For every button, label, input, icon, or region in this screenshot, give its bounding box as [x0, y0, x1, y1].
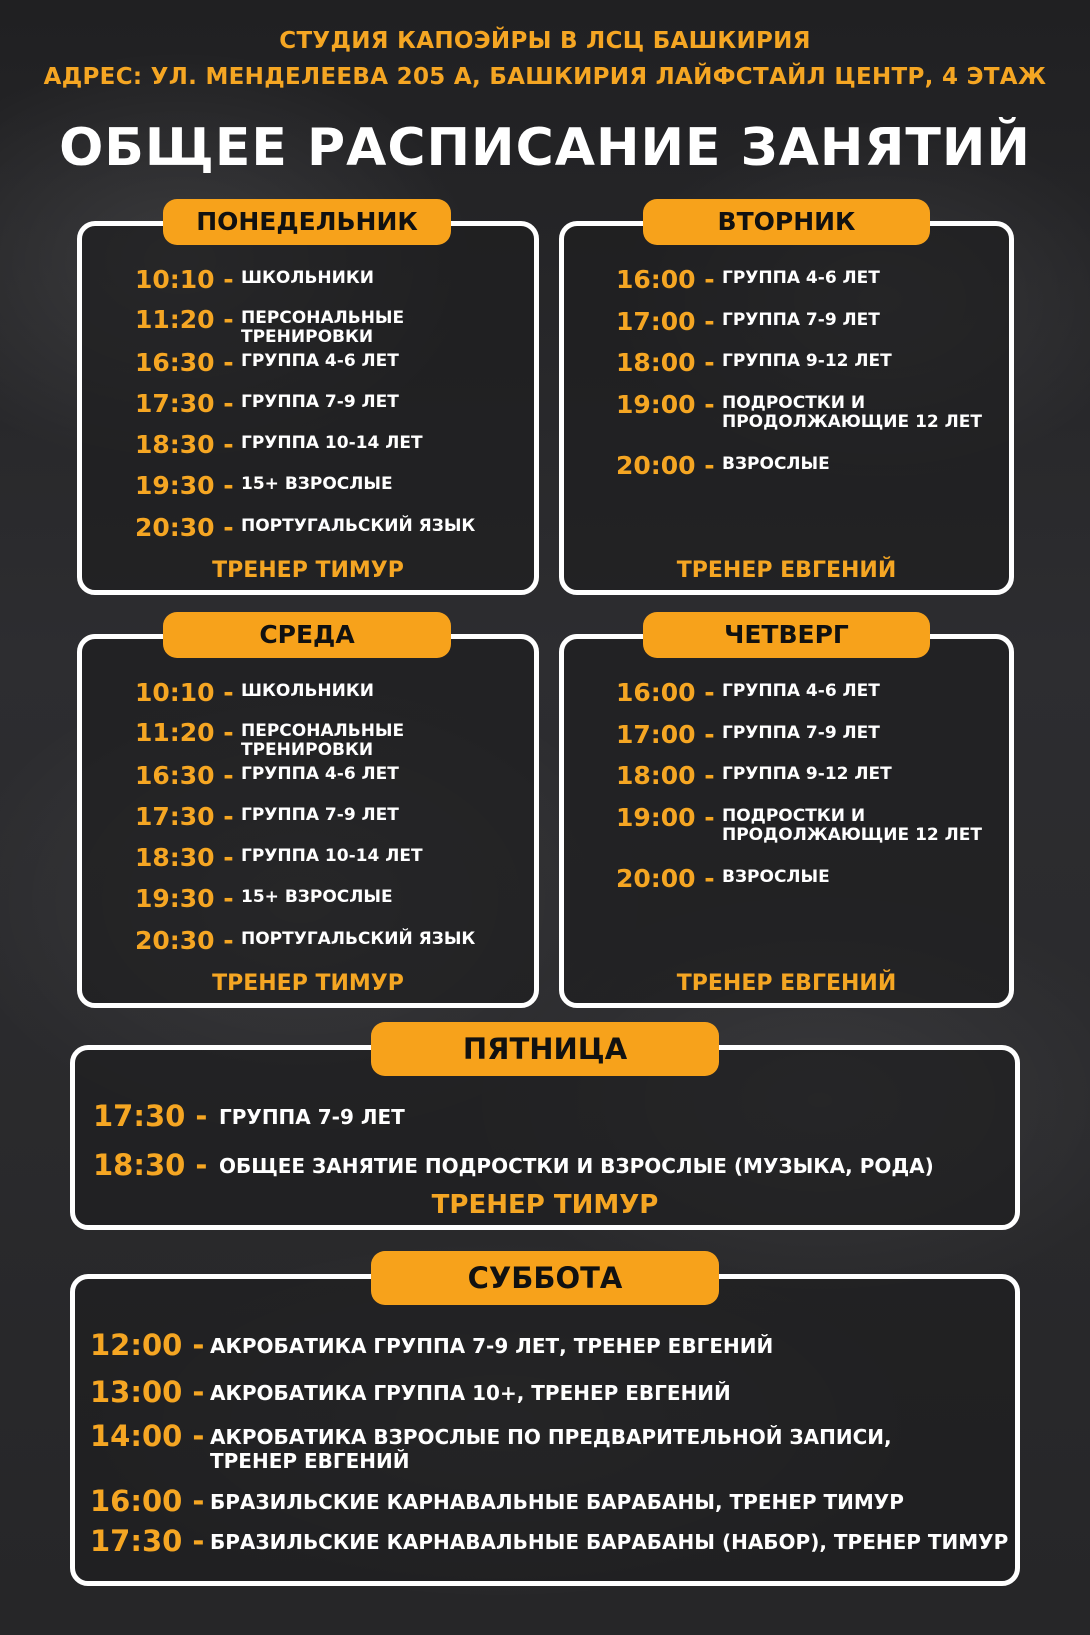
schedule-label: БРАЗИЛЬСКИЕ КАРНАВАЛЬНЫЕ БАРАБАНЫ, ТРЕНЕР ТИМУР	[210, 1490, 904, 1514]
studio-name: СТУДИЯ КАПОЭЙРЫ В ЛСЦ БАШКИРИЯ	[279, 28, 811, 54]
monday-coach: ТРЕНЕР ТИМУР	[212, 558, 404, 583]
schedule-time: 16:30 -	[135, 761, 234, 790]
schedule-time: 16:30 -	[135, 348, 234, 377]
schedule-label: ГРУППА 9-12 ЛЕТ	[722, 764, 892, 784]
thursday-day-label: ЧЕТВЕРГ	[643, 612, 930, 658]
schedule-time: 17:00 -	[616, 720, 715, 749]
schedule-time: 20:30 -	[135, 513, 234, 542]
schedule-row	[616, 265, 992, 294]
schedule-row	[135, 265, 431, 294]
schedule-row	[616, 761, 992, 790]
schedule-time: 19:00 -	[616, 390, 715, 419]
schedule-time: 10:10 -	[135, 678, 234, 707]
schedule-label: 15+ ВЗРОСЛЫЕ	[241, 887, 393, 907]
saturday-day-label: СУББОТА	[371, 1251, 719, 1305]
schedule-label: ГРУППА 7-9 ЛЕТ	[219, 1105, 405, 1129]
schedule-row	[135, 389, 501, 418]
schedule-label: ГРУППА 7-9 ЛЕТ	[722, 723, 880, 743]
schedule-time: 14:00 -	[90, 1419, 205, 1453]
schedule-label: ПОРТУГАЛЬСКИЙ ЯЗЫК	[241, 516, 476, 536]
schedule-time: 13:00 -	[90, 1375, 205, 1409]
schedule-label: ПОДРОСТКИ И ПРОДОЛЖАЮЩИЕ 12 ЛЕТ	[722, 806, 982, 845]
schedule-row	[135, 843, 501, 872]
schedule-label: ГРУППА 9-12 ЛЕТ	[722, 351, 892, 371]
schedule-label: ПОРТУГАЛЬСКИЙ ЯЗЫК	[241, 929, 476, 949]
schedule-row	[135, 761, 501, 790]
schedule-row	[616, 720, 992, 749]
schedule-label: ПЕРСОНАЛЬНЫЕ ТРЕНИРОВКИ	[241, 721, 405, 760]
monday-day-label: ПОНЕДЕЛЬНИК	[163, 199, 451, 245]
schedule-time: 18:30 -	[93, 1148, 208, 1182]
schedule-time: 18:00 -	[616, 348, 715, 377]
page-title: ОБЩЕЕ РАСПИСАНИЕ ЗАНЯТИЙ	[59, 118, 1031, 178]
schedule-time: 19:30 -	[135, 884, 234, 913]
schedule-time: 12:00 -	[90, 1328, 205, 1362]
schedule-row	[135, 471, 501, 500]
schedule-label: ПОДРОСТКИ И ПРОДОЛЖАЮЩИЕ 12 ЛЕТ	[722, 393, 982, 432]
schedule-row	[135, 513, 501, 542]
schedule-label: ГРУППА 4-6 ЛЕТ	[722, 681, 880, 701]
schedule-row	[135, 926, 501, 955]
schedule-label: АКРОБАТИКА ВЗРОСЛЫЕ ПО ПРЕДВАРИТЕЛЬНОЙ ЗАПИСИ, ТРЕНЕР ЕВГЕНИЙ	[210, 1425, 892, 1473]
schedule-time: 19:00 -	[616, 803, 715, 832]
schedule-label: ГРУППА 7-9 ЛЕТ	[241, 805, 399, 825]
schedule-row	[135, 348, 501, 377]
schedule-row	[616, 803, 984, 845]
schedule-time: 11:20 -	[135, 305, 234, 334]
schedule-row	[616, 864, 992, 893]
schedule-row	[135, 802, 501, 831]
schedule-time: 19:30 -	[135, 471, 234, 500]
schedule-label: ГРУППА 7-9 ЛЕТ	[722, 310, 880, 330]
schedule-row	[616, 390, 984, 432]
schedule-time: 17:00 -	[616, 307, 715, 336]
schedule-row	[135, 678, 431, 707]
schedule-time: 20:00 -	[616, 864, 715, 893]
tuesday-coach: ТРЕНЕР ЕВГЕНИЙ	[676, 558, 897, 583]
schedule-row	[93, 1099, 979, 1133]
schedule-label: АКРОБАТИКА ГРУППА 7-9 ЛЕТ, ТРЕНЕР ЕВГЕНИЙ	[210, 1334, 774, 1358]
schedule-row	[90, 1328, 1000, 1362]
schedule-row	[616, 348, 992, 377]
schedule-label: ГРУППА 4-6 ЛЕТ	[241, 764, 399, 784]
schedule-row	[135, 305, 431, 347]
thursday-coach: ТРЕНЕР ЕВГЕНИЙ	[676, 971, 897, 996]
schedule-row	[90, 1524, 1010, 1558]
schedule-row	[90, 1419, 910, 1473]
schedule-time: 10:10 -	[135, 265, 234, 294]
schedule-time: 16:00 -	[616, 265, 715, 294]
schedule-row	[616, 307, 992, 336]
schedule-time: 17:30 -	[135, 802, 234, 831]
friday-coach: ТРЕНЕР ТИМУР	[431, 1190, 659, 1220]
schedule-label: 15+ ВЗРОСЛЫЕ	[241, 474, 393, 494]
schedule-row	[93, 1148, 989, 1182]
schedule-label: БРАЗИЛЬСКИЕ КАРНАВАЛЬНЫЕ БАРАБАНЫ (НАБОР), ТРЕНЕР ТИМУР	[210, 1530, 1009, 1554]
schedule-time: 16:00 -	[90, 1484, 205, 1518]
schedule-time: 16:00 -	[616, 678, 715, 707]
schedule-label: ГРУППА 7-9 ЛЕТ	[241, 392, 399, 412]
schedule-label: ПЕРСОНАЛЬНЫЕ ТРЕНИРОВКИ	[241, 308, 405, 347]
friday-day-label: ПЯТНИЦА	[371, 1022, 719, 1076]
schedule-time: 17:30 -	[93, 1099, 208, 1133]
schedule-time: 18:00 -	[616, 761, 715, 790]
schedule-label: ВЗРОСЛЫЕ	[722, 867, 830, 887]
schedule-row	[135, 718, 431, 760]
schedule-time: 20:30 -	[135, 926, 234, 955]
schedule-time: 17:30 -	[90, 1524, 205, 1558]
schedule-label: ШКОЛЬНИКИ	[241, 681, 375, 701]
schedule-label: ГРУППА 10-14 ЛЕТ	[241, 433, 423, 453]
schedule-label: ВЗРОСЛЫЕ	[722, 454, 830, 474]
schedule-label: ГРУППА 4-6 ЛЕТ	[722, 268, 880, 288]
schedule-time: 17:30 -	[135, 389, 234, 418]
schedule-label: ГРУППА 10-14 ЛЕТ	[241, 846, 423, 866]
wednesday-coach: ТРЕНЕР ТИМУР	[212, 971, 404, 996]
studio-address: АДРЕС: УЛ. МЕНДЕЛЕЕВА 205 А, БАШКИРИЯ ЛАЙФСТАЙЛ ЦЕНТР, 4 ЭТАЖ	[43, 64, 1047, 90]
schedule-label: ШКОЛЬНИКИ	[241, 268, 375, 288]
schedule-row	[616, 678, 992, 707]
schedule-row	[616, 451, 992, 480]
schedule-time: 18:30 -	[135, 430, 234, 459]
schedule-label: ОБЩЕЕ ЗАНЯТИЕ ПОДРОСТКИ И ВЗРОСЛЫЕ (МУЗЫКА, РОДА)	[219, 1154, 934, 1178]
schedule-row	[90, 1484, 1000, 1518]
schedule-row	[135, 884, 501, 913]
schedule-label: АКРОБАТИКА ГРУППА 10+, ТРЕНЕР ЕВГЕНИЙ	[210, 1381, 731, 1405]
schedule-time: 20:00 -	[616, 451, 715, 480]
wednesday-day-label: СРЕДА	[163, 612, 451, 658]
schedule-time: 11:20 -	[135, 718, 234, 747]
schedule-label: ГРУППА 4-6 ЛЕТ	[241, 351, 399, 371]
schedule-time: 18:30 -	[135, 843, 234, 872]
schedule-row	[90, 1375, 1000, 1409]
tuesday-day-label: ВТОРНИК	[643, 199, 930, 245]
schedule-row	[135, 430, 501, 459]
